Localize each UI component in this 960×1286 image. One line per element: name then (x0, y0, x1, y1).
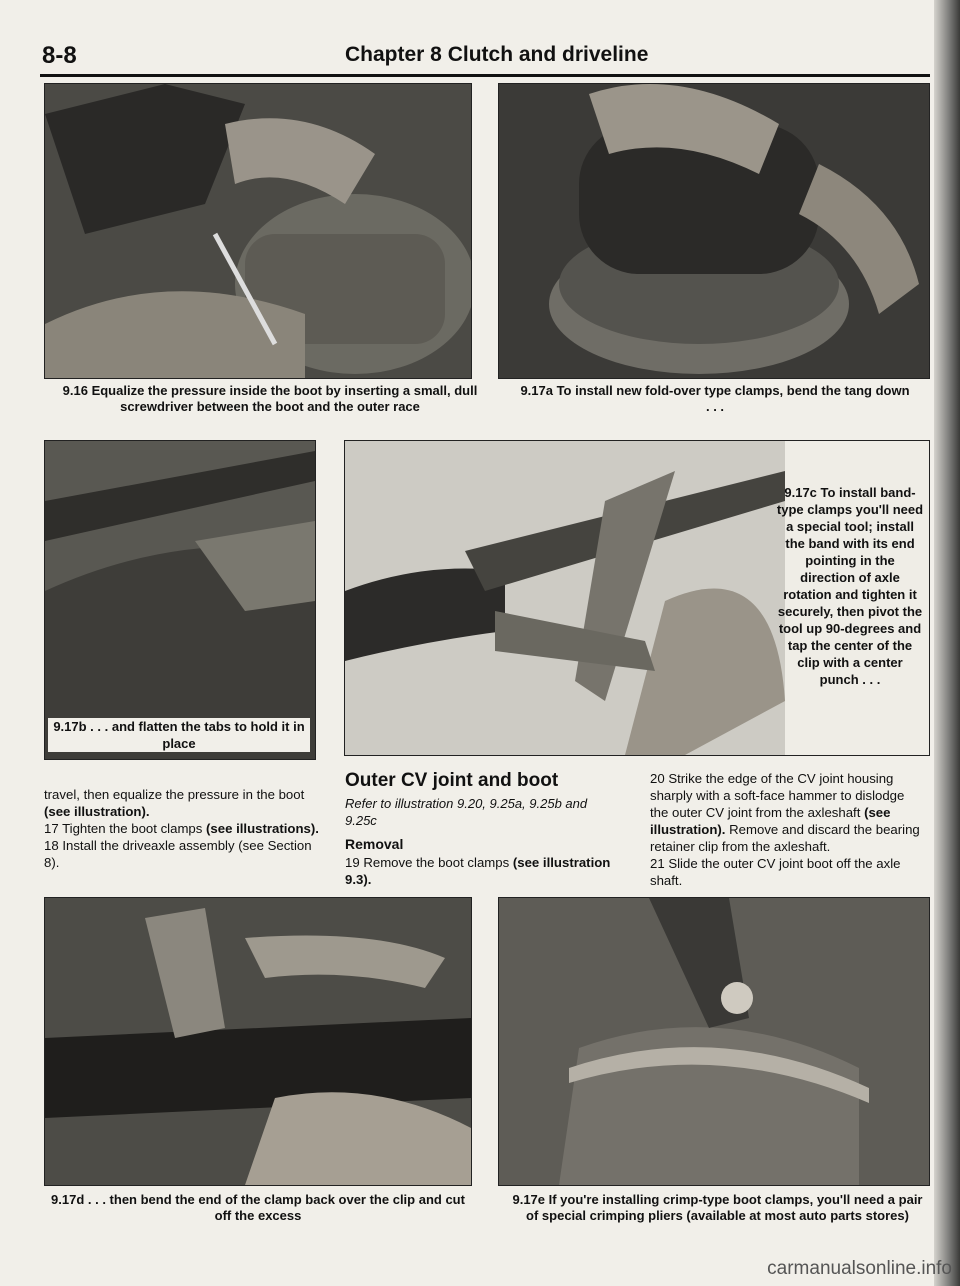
caption-9-17d: 9.17d . . . then bend the end of the clamp back over the clip and cut off the excess (51, 1192, 465, 1223)
para-19 (345, 854, 635, 888)
caption-9-17a: 9.17a To install new fold-over type clamps, bend the tang down . . . (520, 383, 910, 414)
caption-9-16: 9.16 Equalize the pressure inside the boot by inserting a small, dull screwdriver between the boot and the outer race (62, 383, 478, 414)
section-heading: Outer CV joint and boot (345, 770, 559, 791)
watermark: carmanualsonline.info (767, 1258, 952, 1279)
caption-9-17e: 9.17e If you're installing crimp-type boot clamps, you'll need a pair of special crimping pliers (available at most auto parts stores) (512, 1192, 923, 1223)
ref-see-illustrations: (see illustrations). (206, 821, 319, 836)
right-column (650, 770, 926, 889)
para-20-end: Remove and discard the bearing retainer clip from the axleshaft. (650, 822, 920, 854)
para-21: 21 Slide the outer CV joint boot off the axle shaft. (650, 856, 901, 888)
ref-see-illustration-20: (see illustration). (650, 805, 891, 837)
refer-line: Refer to illustration 9.20, 9.25a, 9.25b and 9.25c (345, 796, 588, 828)
chapter-title: Chapter 8 Clutch and driveline (345, 43, 649, 66)
removal-heading: Removal (345, 836, 404, 852)
photo-9-17e (498, 897, 930, 1186)
left-column (44, 786, 320, 871)
para-16-cont: travel, then equalize the pressure in the boot (44, 787, 305, 802)
page-edge-shadow (934, 0, 960, 1286)
ref-illustration-9-3: (see illustration 9.3). (345, 855, 611, 887)
ref-see-illustration: (see illustration). (44, 804, 150, 819)
para-19-text: 19 Remove the boot clamps (345, 855, 510, 870)
caption-9-17b: 9.17b . . . and flatten the tabs to hold it in place (48, 718, 310, 752)
photo-9-17b (44, 440, 316, 760)
para-20: 20 Strike the edge of the CV joint housing sharply with a soft-face hammer to dislodge the outer CV joint from the axleshaft (650, 771, 905, 820)
photo-9-17d (44, 897, 472, 1186)
para-17: 17 Tighten the boot clamps (44, 821, 203, 836)
caption-9-17c: 9.17c To install band-type clamps you'll need a special tool; install the band with its end pointing in the direction of axle rotation and tighten it securely, then pivot the tool up 90-degrees and tap the center of the clip with a center punch . . . (776, 485, 924, 687)
para-18: 18 Install the driveaxle assembly (see Section 8). (44, 838, 312, 870)
page-number: 8-8 (42, 42, 77, 69)
header-rule (40, 74, 930, 77)
photo-9-17a (498, 83, 930, 379)
photo-9-16 (44, 83, 472, 379)
